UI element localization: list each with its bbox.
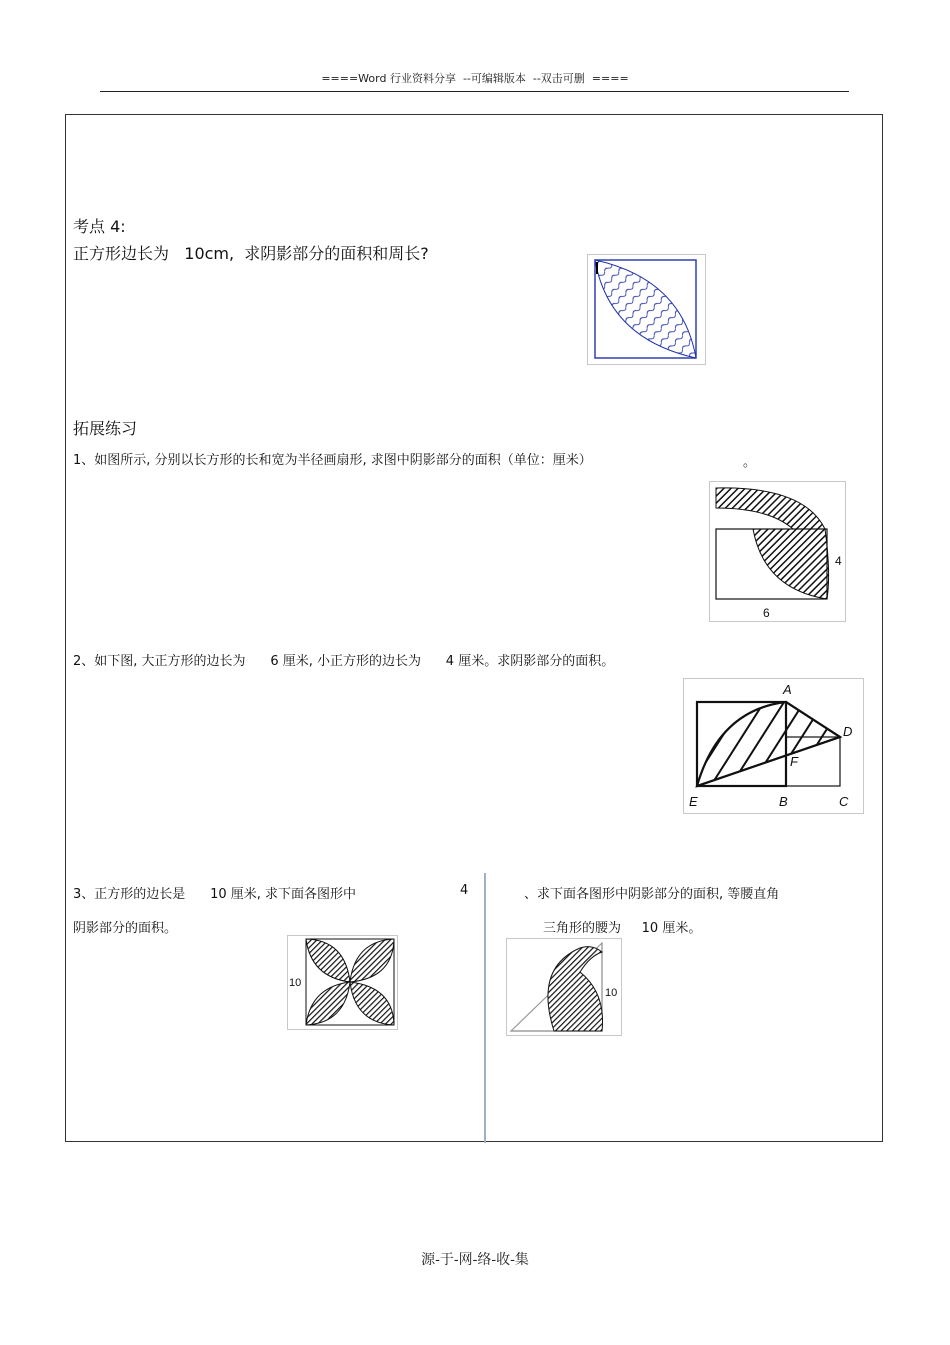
- figure-lens-square: [587, 254, 706, 365]
- q4-label-side: 10: [605, 987, 618, 999]
- q3-label-side: 10: [289, 977, 302, 989]
- q2-label-f: F: [790, 754, 798, 769]
- header-rule: [100, 91, 849, 92]
- q3-line1: 3、正方形的边长是 10 厘米, 求下面各图形中: [73, 887, 357, 902]
- q4-line1: 、求下面各图形中阴影部分的面积, 等腰直角: [524, 887, 780, 902]
- q1-text: 1、如图所示, 分别以长方形的长和宽为半径画扇形, 求图中阴影部分的面积（单位：厘米）: [73, 453, 592, 468]
- q1-label-height: 4: [835, 554, 842, 568]
- q2-label-b: B: [779, 794, 788, 809]
- content-frame: [65, 114, 883, 1142]
- column-divider: [484, 873, 486, 1143]
- q2-label-d: D: [843, 724, 853, 739]
- q2-label-e: E: [689, 794, 698, 809]
- figure-q4-triangle-lens: [506, 938, 622, 1036]
- figure-q3-four-petals: [287, 935, 398, 1030]
- page-footer: 源-于-网-络-收-集: [421, 1252, 529, 1268]
- q1-tail: 。: [743, 455, 757, 470]
- page-header: ====Word 行业资料分享 --可编辑版本 --双击可删 ====: [321, 72, 629, 85]
- q3-number: 4: [460, 883, 469, 898]
- q1-label-width: 6: [763, 606, 770, 620]
- extension-heading: 拓展练习: [73, 419, 138, 438]
- figure-q2-squares: [683, 678, 864, 814]
- q4-line2: 三角形的腰为 10 厘米。: [543, 921, 702, 936]
- q2-label-c: C: [839, 794, 849, 809]
- figure-q1-rectangle-sectors: [709, 481, 846, 622]
- q2-label-a: A: [783, 682, 792, 697]
- kaodian-title: 考点 4:: [73, 217, 126, 236]
- kaodian-question: 正方形边长为 10cm, 求阴影部分的面积和周长?: [73, 244, 429, 263]
- q3-line2: 阴影部分的面积。: [73, 921, 178, 936]
- q2-text: 2、如下图, 大正方形的边长为 6 厘米, 小正方形的边长为 4 厘米。求阴影部分的面积。: [73, 654, 615, 669]
